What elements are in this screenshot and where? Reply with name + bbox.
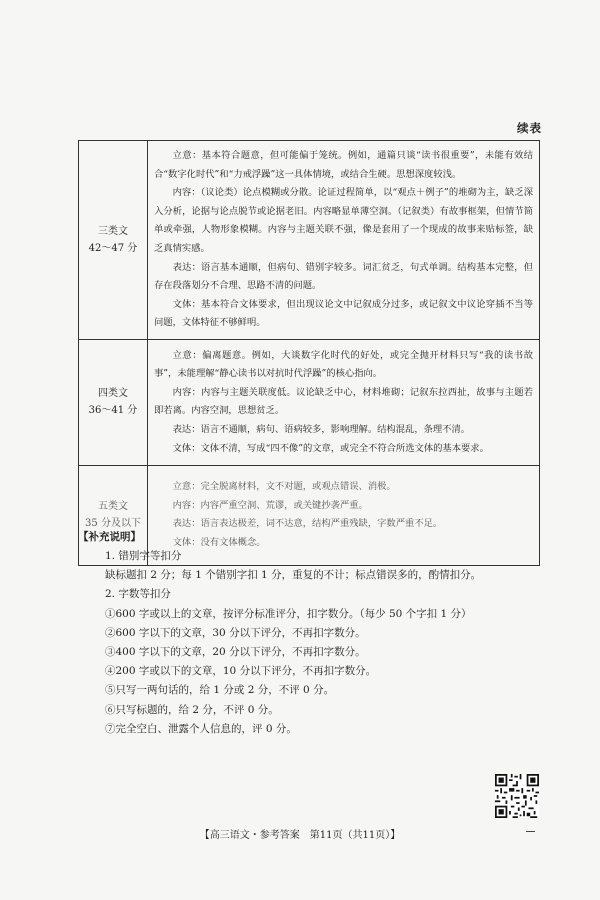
continued-label: 续表 — [517, 121, 542, 135]
criterion-text: 文体：基本符合文体要求，但出现议论文中记叙成分过多，或记叙文中议论穿插不当等问题，文体特征不够鲜明。 — [154, 298, 533, 329]
table-row — [79, 141, 540, 340]
supplement-line: ③400 字以下的文章，20 分以下评分，不再扣字数分。 — [105, 646, 366, 659]
category-score: 36～41 分 — [88, 405, 138, 417]
criterion-text: 文体：没有文体概念。 — [172, 537, 266, 549]
criteria-cell — [148, 141, 540, 340]
supplement-line: ②600 字以下的文章，30 分以下评分，不再扣字数分。 — [105, 626, 366, 639]
category-score: 42～47 分 — [88, 242, 138, 254]
supplement-line: ⑥只写标题的，给 2 分，不评 0 分。 — [105, 703, 279, 716]
corner-mark — [526, 831, 535, 832]
supplementary-notes — [78, 528, 548, 739]
grading-rubric-table — [78, 140, 540, 566]
supplement-line: 1. 错别字等扣分 — [105, 550, 182, 562]
criterion-text: 立意：完全脱离材料，文不对题，或观点错误、消极。 — [172, 481, 396, 493]
criterion-text: 表达：语言不通顺，病句、语病较多，影响理解。结构混乱，条理不清。 — [172, 424, 471, 436]
criterion-text: 内容：（议论类）论点模糊或分散。论证过程简单，以“观点＋例子”的堆砌为主，缺乏深入分析，论据与论点脱节或论据老旧。内容略显单薄空洞。（记叙类）有故事框架，但情节简单或牵强，人物形象模糊。内容与主题关联不强，像是套用了一个现成的故事来贴标签，缺乏真情实感。 — [154, 187, 533, 254]
category-name: 四类文 — [98, 388, 128, 400]
criterion-text: 立意：偏离题意。例如，大谈数字化时代的好处，或完全抛开材料只写“我的读书故事”，未能理解“静心读书以对抗时代浮躁”的核心指向。 — [154, 349, 533, 380]
criterion-text: 文体：文体不清，写成“四不像”的文章，或完全不符合所选文体的基本要求。 — [172, 442, 489, 454]
supplement-line: ⑦完全空白、泄露个人信息的，评 0 分。 — [105, 722, 297, 735]
page-footer: 【高三语文・参考答案 第11页（共11页）】 — [199, 830, 401, 841]
table-row — [79, 339, 540, 465]
supplement-line: 缺标题扣 2 分；每 1 个错别字扣 1 分，重复的不计；标点错误多的，酌情扣分。 — [105, 569, 482, 582]
criterion-text: 表达：语言表达极差，词不达意，结构严重残缺，字数严重不足。 — [172, 518, 443, 530]
criterion-text: 内容：内容与主题关联度低。议论缺乏中心，材料堆砌；记叙东拉西扯，故事与主题若即若离。内容空洞，思想贫乏。 — [154, 386, 533, 417]
category-cell — [79, 339, 148, 465]
supplement-heading: 【补充说明】 — [78, 531, 141, 543]
criteria-cell — [148, 339, 540, 465]
criterion-text: 内容：内容严重空洞、荒谬，或关键抄袭严重。 — [172, 499, 368, 511]
category-score: 35 分及以下 — [85, 518, 141, 530]
supplement-line: ④200 字或以下的文章，10 分以下评分，不再扣字数分。 — [105, 665, 377, 678]
supplement-line: ①600 字或以上的文章，按评分标准评分，扣字数分。（每少 50 个字扣 1 分） — [105, 607, 472, 620]
qr-code — [495, 774, 539, 818]
criterion-text: 表达：语言基本通顺，但病句、错别字较多。词汇贫乏，句式单调。结构基本完整，但存在段落划分不合理、思路不清的问题。 — [154, 261, 533, 292]
supplement-line: ⑤只写一两句话的，给 1 分或 2 分，不评 0 分。 — [105, 684, 335, 697]
category-cell — [79, 141, 148, 340]
category-name: 三类文 — [98, 225, 128, 237]
supplement-line: 2. 字数等扣分 — [105, 588, 171, 601]
criterion-text: 立意：基本符合题意，但可能偏于笼统。例如，通篇只谈“读书很重要”，未能有效结合“数字化时代”和“力戒浮躁”这一具体情境，或结合生硬。思想深度较浅。 — [154, 150, 533, 180]
category-name: 五类文 — [98, 501, 128, 513]
